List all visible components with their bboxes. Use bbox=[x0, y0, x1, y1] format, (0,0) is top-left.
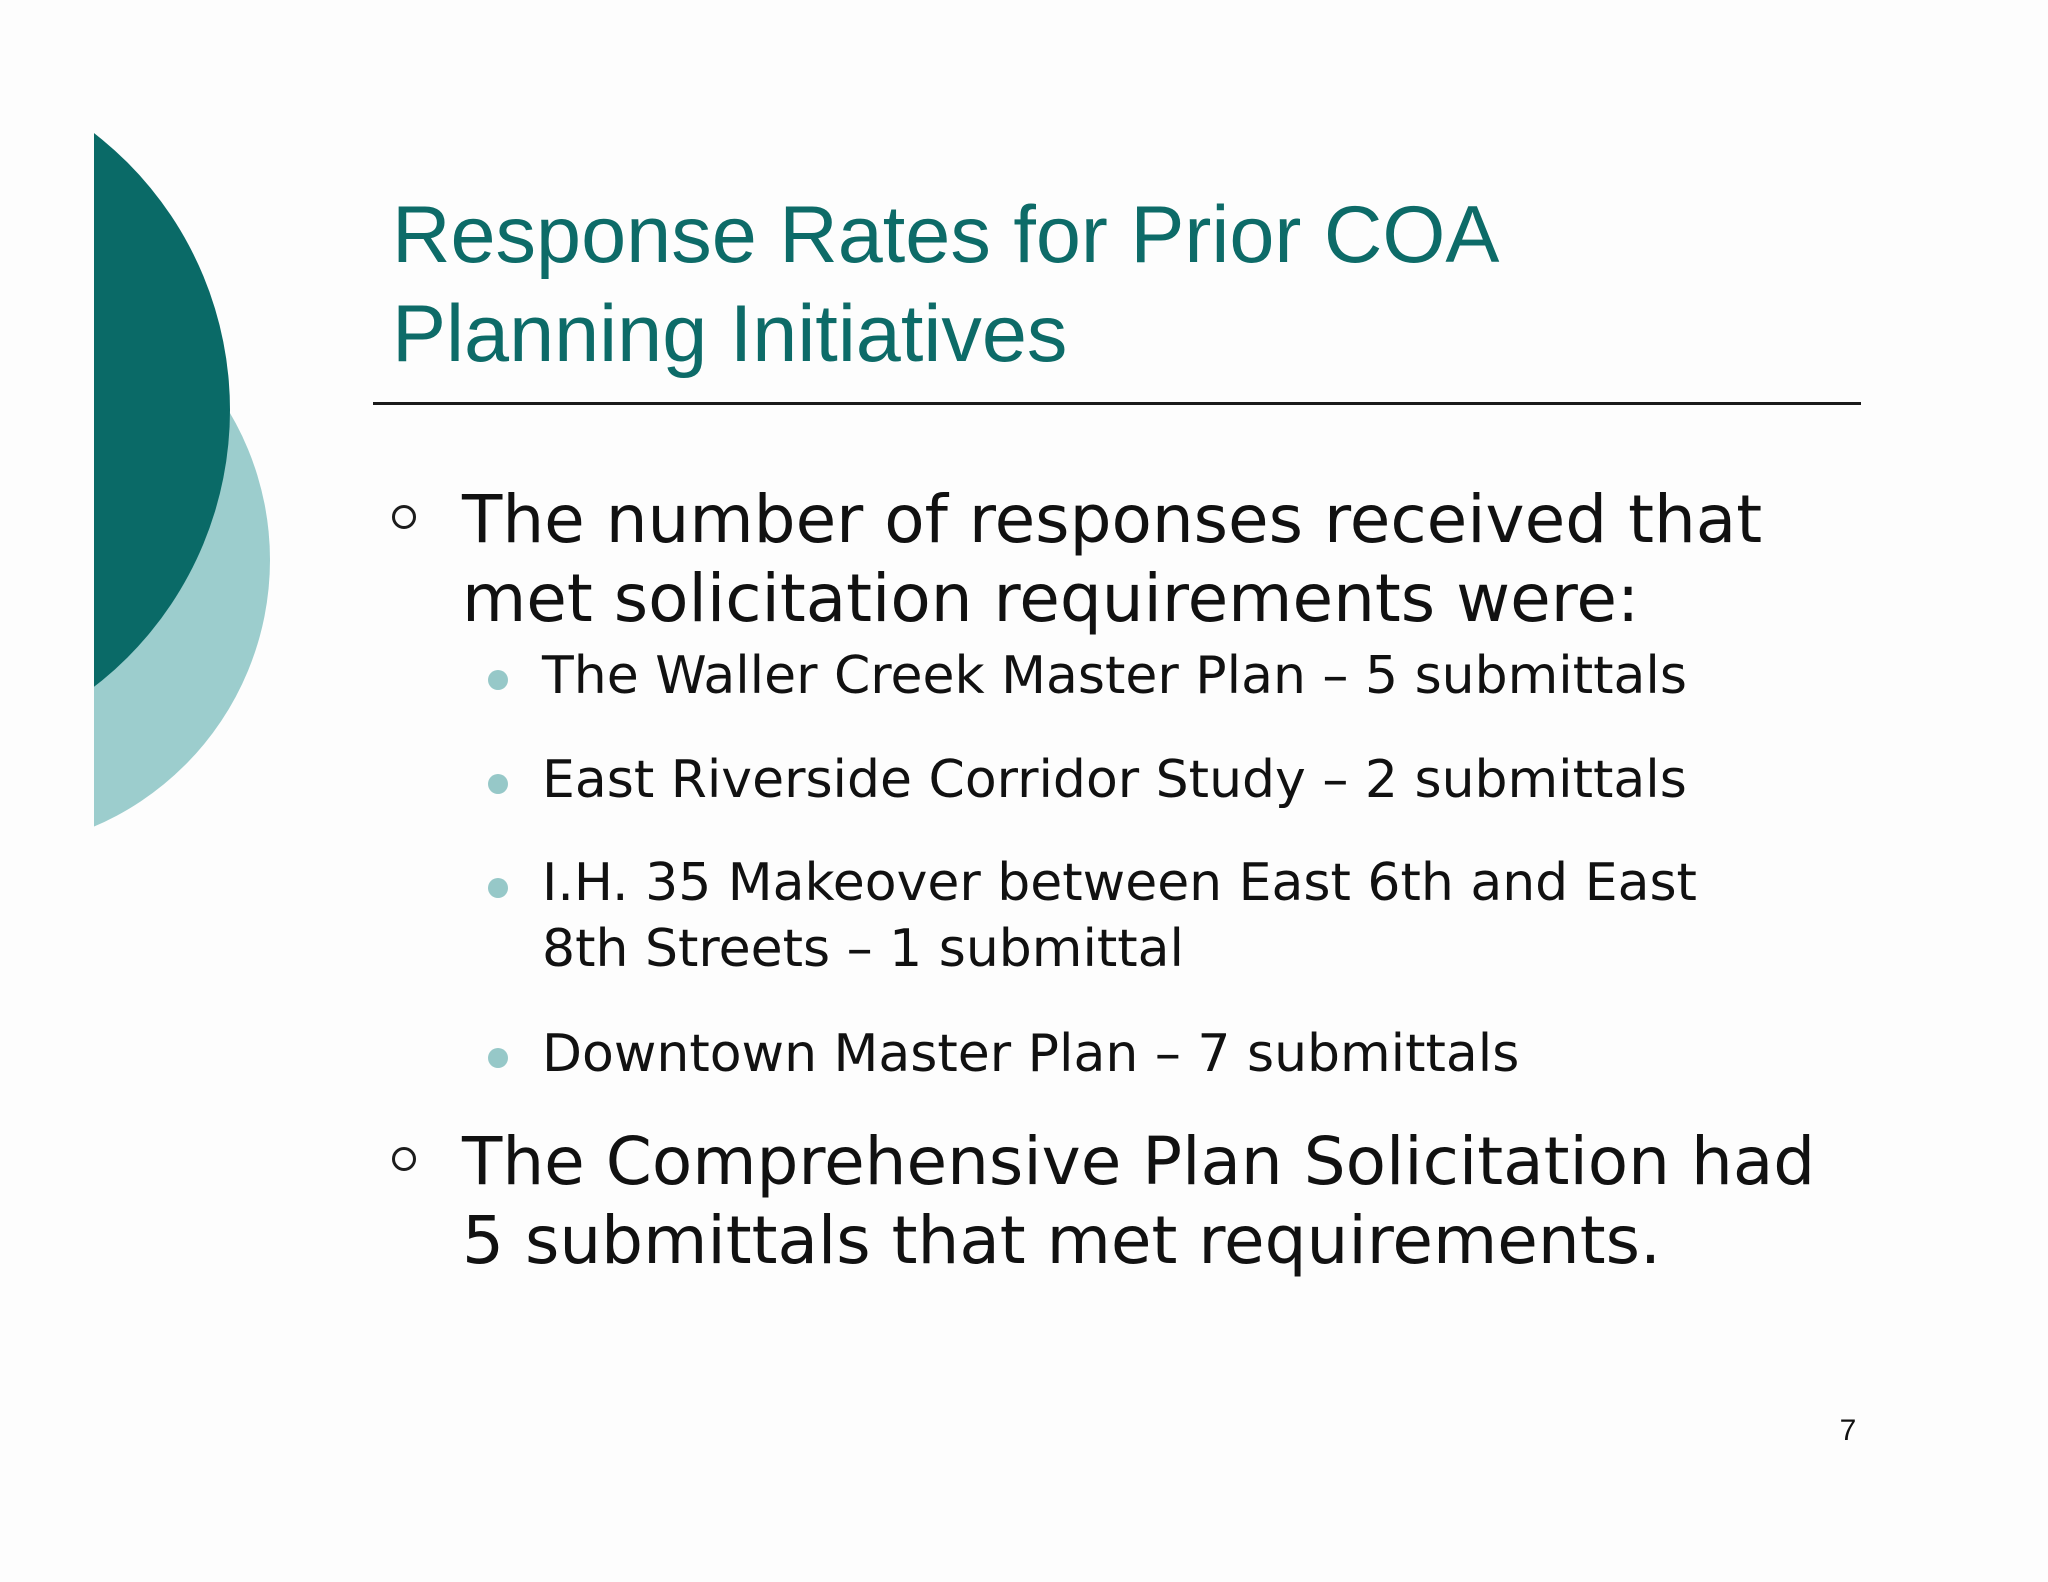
sub-bullet-item bbox=[488, 850, 1888, 982]
sub-bullet-text bbox=[542, 1020, 1888, 1086]
sub-bullet-line: The Waller Creek Master Plan – 5 submittals bbox=[542, 646, 1687, 706]
sub-bullet-list bbox=[488, 642, 1888, 1124]
decorative-circles bbox=[0, 0, 320, 900]
bullet-line: met solicitation requirements were: bbox=[462, 560, 1640, 637]
sub-bullet-text bbox=[542, 642, 1888, 708]
sub-bullet-text bbox=[542, 850, 1888, 982]
bullet-text bbox=[462, 480, 1862, 638]
sub-bullet-item bbox=[488, 746, 1888, 812]
bullet-line: The Comprehensive Plan Solicitation had bbox=[462, 1123, 1816, 1200]
sub-bullet-line: East Riverside Corridor Study – 2 submittals bbox=[542, 750, 1687, 810]
bullet-line: 5 submittals that met requirements. bbox=[462, 1202, 1661, 1279]
slide-title bbox=[392, 186, 1842, 384]
dot-bullet-icon bbox=[488, 670, 508, 690]
bullet-responses bbox=[392, 480, 1862, 638]
sub-bullet-text bbox=[542, 746, 1888, 812]
sub-bullet-item bbox=[488, 642, 1888, 708]
bullet-text bbox=[462, 1122, 1862, 1280]
sub-bullet-line: I.H. 35 Makeover between East 6th and East bbox=[542, 853, 1697, 913]
dot-bullet-icon bbox=[488, 1048, 508, 1068]
dot-bullet-icon bbox=[488, 774, 508, 794]
left-margin-band bbox=[0, 0, 94, 900]
sub-bullet-line: Downtown Master Plan – 7 submittals bbox=[542, 1024, 1520, 1084]
dot-bullet-icon bbox=[488, 878, 508, 898]
hollow-circle-bullet-icon bbox=[392, 1147, 416, 1171]
sub-bullet-line: 8th Streets – 1 submittal bbox=[542, 919, 1184, 979]
title-line-1: Response Rates for Prior COA bbox=[392, 190, 1500, 280]
sub-bullet-item bbox=[488, 1020, 1888, 1086]
bullet-comprehensive-plan bbox=[392, 1122, 1862, 1280]
title-line-2: Planning Initiatives bbox=[392, 289, 1068, 379]
page-number: 7 bbox=[1839, 1414, 1857, 1447]
title-divider bbox=[373, 402, 1861, 405]
bullet-line: The number of responses received that bbox=[462, 481, 1763, 558]
hollow-circle-bullet-icon bbox=[392, 505, 416, 529]
